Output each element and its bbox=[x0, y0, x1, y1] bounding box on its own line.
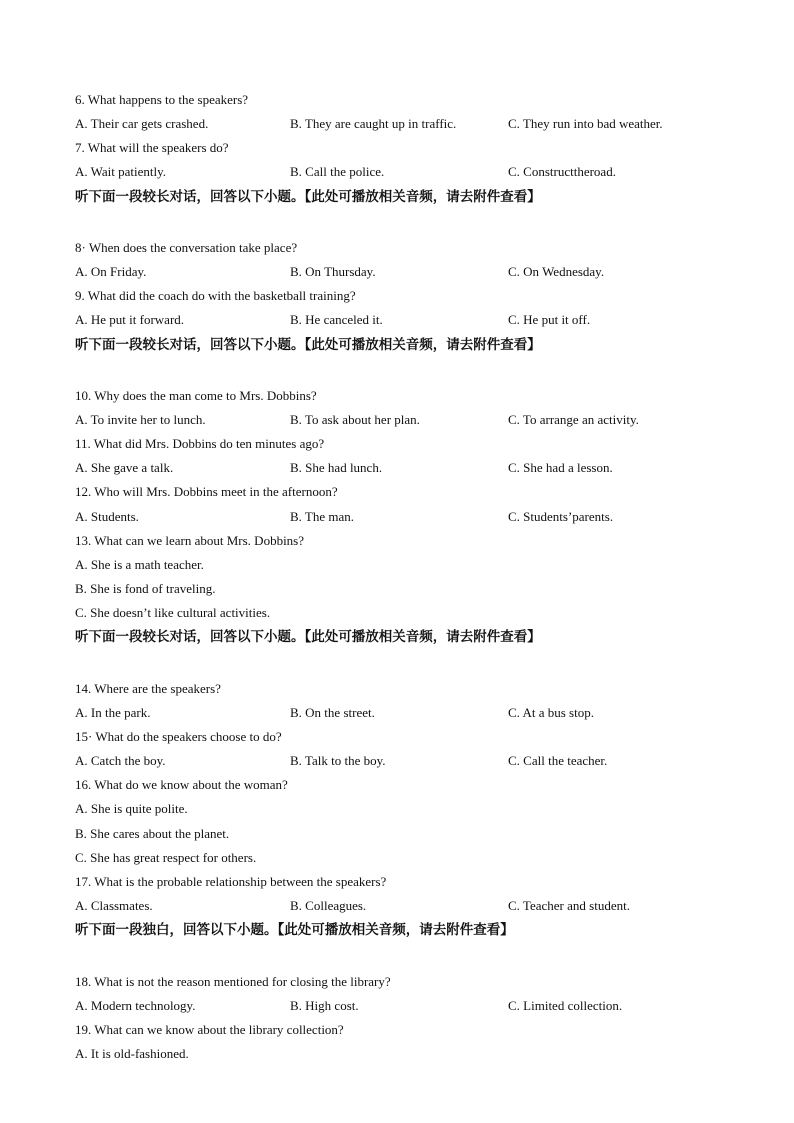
q13-option-a: A. She is a math teacher. bbox=[75, 557, 204, 572]
q6-option-b: B. They are caught up in traffic. bbox=[290, 116, 457, 131]
q13-option-c: C. She doesn’t like cultural activities. bbox=[75, 605, 271, 620]
q7-option-c: C. Constructtheroad. bbox=[508, 164, 616, 179]
question-15: 15· What do the speakers choose to do? bbox=[75, 729, 282, 744]
q17-option-b: B. Colleagues. bbox=[290, 898, 367, 913]
q14-option-b: B. On the street. bbox=[290, 705, 375, 720]
question-10: 10. Why does the man come to Mrs. Dobbins? bbox=[75, 388, 317, 403]
q8-option-c: C. On Wednesday. bbox=[508, 264, 605, 279]
q15-option-a: A. Catch the boy. bbox=[75, 753, 166, 768]
q17-option-a: A. Classmates. bbox=[75, 898, 153, 913]
q14-option-a: A. In the park. bbox=[75, 705, 151, 720]
question-7: 7. What will the speakers do? bbox=[75, 140, 229, 155]
q10-option-b: B. To ask about her plan. bbox=[290, 412, 420, 427]
q15-option-b: B. Talk to the boy. bbox=[290, 753, 386, 768]
q11-option-c: C. She had a lesson. bbox=[508, 460, 613, 475]
q11-option-b: B. She had lunch. bbox=[290, 460, 383, 475]
question-17: 17. What is the probable relationship between the speakers? bbox=[75, 874, 387, 889]
q16-option-a: A. She is quite polite. bbox=[75, 801, 188, 816]
question-12: 12. Who will Mrs. Dobbins meet in the afternoon? bbox=[75, 484, 338, 499]
question-18: 18. What is not the reason mentioned for closing the library? bbox=[75, 974, 391, 989]
question-8: 8· When does the conversation take place? bbox=[75, 240, 298, 255]
q17-option-c: C. Teacher and student. bbox=[508, 898, 630, 913]
q14-option-c: C. At a bus stop. bbox=[508, 705, 594, 720]
q18-option-c: C. Limited collection. bbox=[508, 998, 623, 1013]
question-14: 14. Where are the speakers? bbox=[75, 681, 221, 696]
question-19: 19. What can we know about the library collection? bbox=[75, 1022, 344, 1037]
q6-option-a: A. Their car gets crashed. bbox=[75, 116, 209, 131]
instruction-4: 听下面一段独白，回答以下小题。【此处可播放相关音频，请去附件查看】 bbox=[75, 922, 514, 938]
question-6: 6. What happens to the speakers? bbox=[75, 92, 249, 107]
q6-option-c: C. They run into bad weather. bbox=[508, 116, 663, 131]
q7-option-b: B. Call the police. bbox=[290, 164, 385, 179]
q18-option-b: B. High cost. bbox=[290, 998, 359, 1013]
question-13: 13. What can we learn about Mrs. Dobbins? bbox=[75, 533, 305, 548]
q18-option-a: A. Modern technology. bbox=[75, 998, 196, 1013]
q9-option-c: C. He put it off. bbox=[508, 312, 591, 327]
q9-option-a: A. He put it forward. bbox=[75, 312, 185, 327]
q13-option-b: B. She is fond of traveling. bbox=[75, 581, 216, 596]
q7-option-a: A. Wait patiently. bbox=[75, 164, 167, 179]
q9-option-b: B. He canceled it. bbox=[290, 312, 383, 327]
q10-option-c: C. To arrange an activity. bbox=[508, 412, 639, 427]
question-9: 9. What did the coach do with the basketball training? bbox=[75, 288, 356, 303]
instruction-1: 听下面一段较长对话，回答以下小题。【此处可播放相关音频，请去附件查看】 bbox=[75, 189, 541, 205]
q8-option-a: A. On Friday. bbox=[75, 264, 147, 279]
q12-option-c: C. Students’parents. bbox=[508, 509, 614, 524]
q16-option-c: C. She has great respect for others. bbox=[75, 850, 257, 865]
q10-option-a: A. To invite her to lunch. bbox=[75, 412, 206, 427]
q12-option-b: B. The man. bbox=[290, 509, 355, 524]
q15-option-c: C. Call the teacher. bbox=[508, 753, 608, 768]
instruction-3: 听下面一段较长对话，回答以下小题。【此处可播放相关音频，请去附件查看】 bbox=[75, 629, 541, 645]
question-16: 16. What do we know about the woman? bbox=[75, 777, 288, 792]
q11-option-a: A. She gave a talk. bbox=[75, 460, 174, 475]
q12-option-a: A. Students. bbox=[75, 509, 139, 524]
q16-option-b: B. She cares about the planet. bbox=[75, 826, 230, 841]
instruction-2: 听下面一段较长对话，回答以下小题。【此处可播放相关音频，请去附件查看】 bbox=[75, 337, 541, 353]
q8-option-b: B. On Thursday. bbox=[290, 264, 376, 279]
question-11: 11. What did Mrs. Dobbins do ten minutes ago? bbox=[75, 436, 325, 451]
q19-option-a: A. It is old-fashioned. bbox=[75, 1046, 189, 1061]
